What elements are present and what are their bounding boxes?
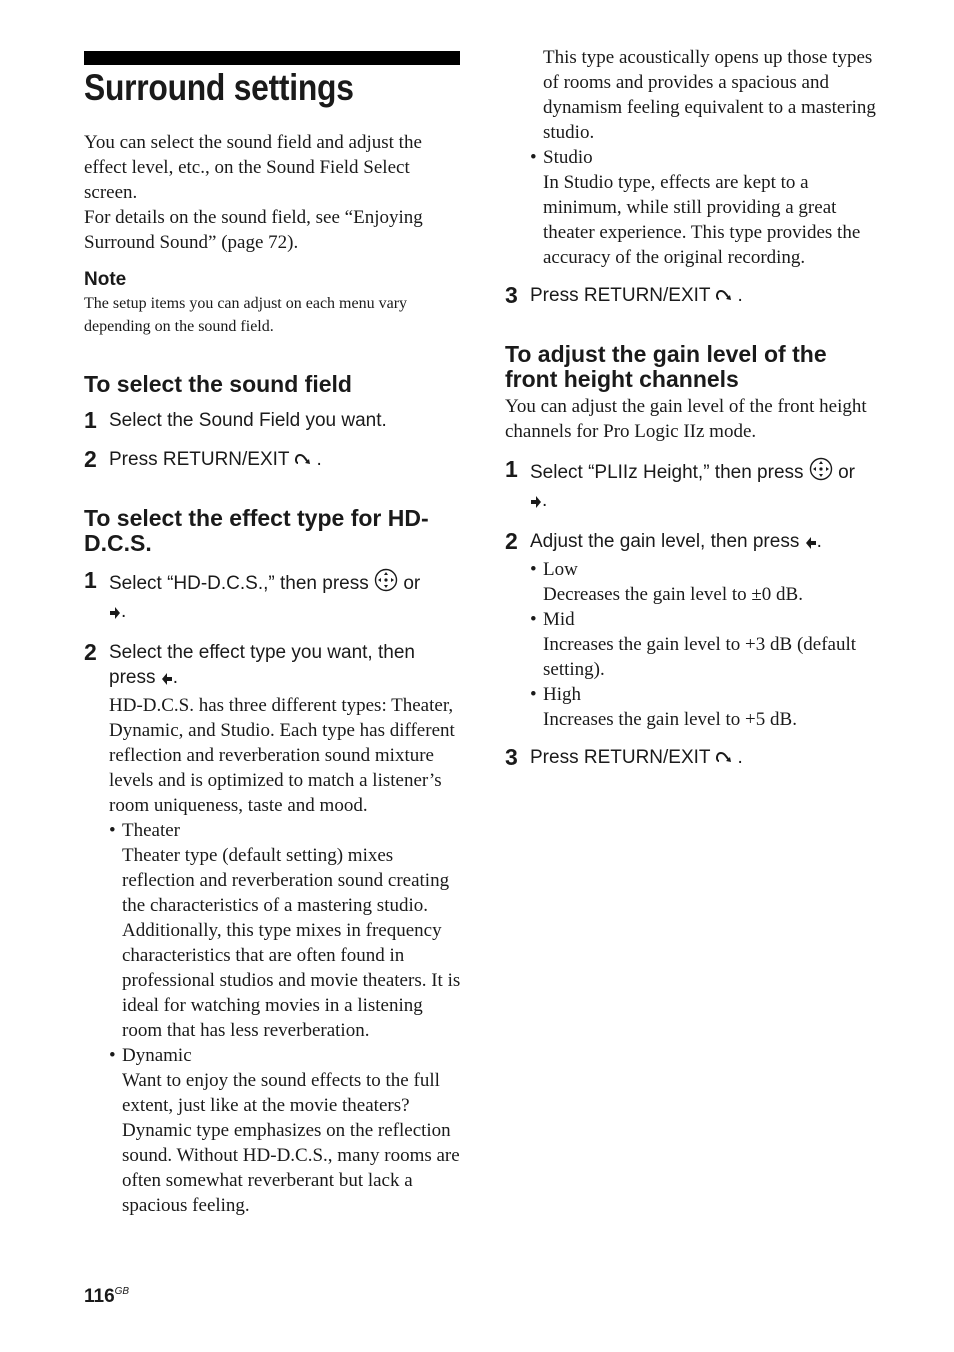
section-heading: To adjust the gain level of the front height channels xyxy=(505,341,827,392)
left-arrow-icon xyxy=(805,532,817,557)
page-title: Surround settings xyxy=(84,67,354,108)
list-item xyxy=(530,607,885,682)
step-end: . xyxy=(737,285,743,306)
or-text: or xyxy=(403,573,421,594)
right-arrow-icon xyxy=(530,491,542,516)
step-number: 3 xyxy=(505,744,518,770)
intro-paragraph: For details on the sound field, see “Enjoying Surround Sound” (page 72). xyxy=(84,207,423,253)
step-number: 1 xyxy=(84,407,97,433)
step xyxy=(505,457,885,516)
intro-paragraph: You can select the sound field and adjust the effect level, etc., on the Sound Field Select screen. xyxy=(84,132,422,203)
option-label: • Low xyxy=(543,557,885,582)
section-heading: To select the sound field xyxy=(84,371,352,397)
return-exit-icon xyxy=(715,286,737,311)
step-text: Adjust the gain level, then press xyxy=(530,531,800,552)
step-number: 2 xyxy=(84,446,97,472)
or-text: or xyxy=(838,462,855,483)
list-item xyxy=(530,145,885,270)
left-arrow-icon xyxy=(161,668,173,693)
return-exit-icon xyxy=(294,450,316,475)
step-text: Select “PLIIz Height,” then press xyxy=(530,462,804,483)
step-text: Press RETURN/EXIT xyxy=(530,747,711,768)
step-text: Select “HD-D.C.S.,” then press xyxy=(109,573,369,594)
dynamic-continued-block xyxy=(505,45,885,145)
type-description: In Studio type, effects are kept to a minimum, while still providing a great theater experience. This type provides the accuracy of the original recording. xyxy=(543,172,861,268)
enter-button-icon xyxy=(374,568,398,599)
list-item xyxy=(109,818,462,1043)
type-label: • Dynamic xyxy=(122,1043,462,1068)
step xyxy=(505,283,885,311)
step-line xyxy=(530,745,885,773)
step-text: Select the effect type you want, then press xyxy=(109,642,415,688)
title-rule xyxy=(84,51,460,65)
step-end: . xyxy=(737,747,743,768)
note-block xyxy=(84,268,462,338)
page-number xyxy=(84,1281,129,1308)
page-region-suffix: GB xyxy=(114,1286,130,1297)
step-number: 2 xyxy=(84,639,97,665)
step-text: Select the Sound Field you want. xyxy=(109,410,387,431)
list-item xyxy=(530,682,885,732)
type-label: • Theater xyxy=(122,818,462,843)
option-description: Increases the gain level to +3 dB (default setting). xyxy=(543,634,857,680)
option-description: Decreases the gain level to ±0 dB. xyxy=(543,584,803,605)
type-description: Theater type (default setting) mixes reflection and reverberation sound creating the characteristics of a mastering studio. Additionally, this type mixes in frequency characteristics that are often found in professional studios and movie theaters. It is ideal for watching movies in a listening room that has less reverberation. xyxy=(122,845,461,1041)
option-label: • High xyxy=(543,682,885,707)
step-line xyxy=(530,457,885,516)
step-number: 1 xyxy=(505,456,518,482)
step-line xyxy=(109,568,462,627)
option-description: Increases the gain level to +5 dB. xyxy=(543,709,797,730)
step xyxy=(84,447,462,475)
step xyxy=(84,640,462,1218)
step xyxy=(505,529,885,732)
list-item xyxy=(109,1043,462,1218)
page-number-value: 116 xyxy=(84,1286,115,1307)
step-number: 2 xyxy=(505,528,518,554)
list-item xyxy=(530,557,885,607)
step xyxy=(84,568,462,627)
step-end: . xyxy=(172,667,179,688)
option-label: • Mid xyxy=(543,607,885,632)
step-line xyxy=(530,529,885,557)
step-end: . xyxy=(816,531,822,552)
return-exit-icon xyxy=(715,748,737,773)
type-description: This type acoustically opens up those types of rooms and provides a spacious and dynamism feeling equivalent to a mastering studio. xyxy=(543,47,876,143)
step-end: . xyxy=(542,490,548,511)
note-heading: Note xyxy=(84,269,127,290)
step xyxy=(84,408,462,433)
select-sound-field-section xyxy=(84,372,462,475)
type-description: Want to enjoy the sound effects to the full extent, just like at the movie theaters? Dynamic type emphasizes on the reflection sound. Without HD-D.C.S., many rooms are often somewhat reverberant but lack a spacious feeling. xyxy=(122,1070,460,1216)
step-body: HD-D.C.S. has three different types: Theater, Dynamic, and Studio. Each type has different reflection and reverberation sound mixture levels and is optimized to match a listener’s room uniqueness, taste and mood. xyxy=(109,695,455,816)
step-line xyxy=(109,640,462,693)
step-number: 3 xyxy=(505,282,518,308)
section-intro: You can adjust the gain level of the front height channels for Pro Logic IIz mode. xyxy=(505,396,867,442)
gain-level-section xyxy=(505,342,885,773)
note-text: The setup items you can adjust on each menu vary depending on the sound field. xyxy=(84,295,408,335)
step-number: 1 xyxy=(84,567,97,593)
step-end: . xyxy=(316,449,322,470)
step-text: Press RETURN/EXIT xyxy=(530,285,711,306)
step xyxy=(505,745,885,773)
effect-type-continued xyxy=(505,45,885,311)
step-end: . xyxy=(121,601,127,622)
step-line xyxy=(109,447,462,475)
step-text: Press RETURN/EXIT xyxy=(109,449,290,470)
effect-type-section xyxy=(84,506,462,1218)
right-arrow-icon xyxy=(109,602,121,627)
enter-button-icon xyxy=(809,457,833,488)
section-heading: To select the effect type for HD-D.C.S. xyxy=(84,505,429,556)
step-line xyxy=(530,283,885,311)
intro-block xyxy=(84,130,462,255)
type-label: • Studio xyxy=(543,145,885,170)
